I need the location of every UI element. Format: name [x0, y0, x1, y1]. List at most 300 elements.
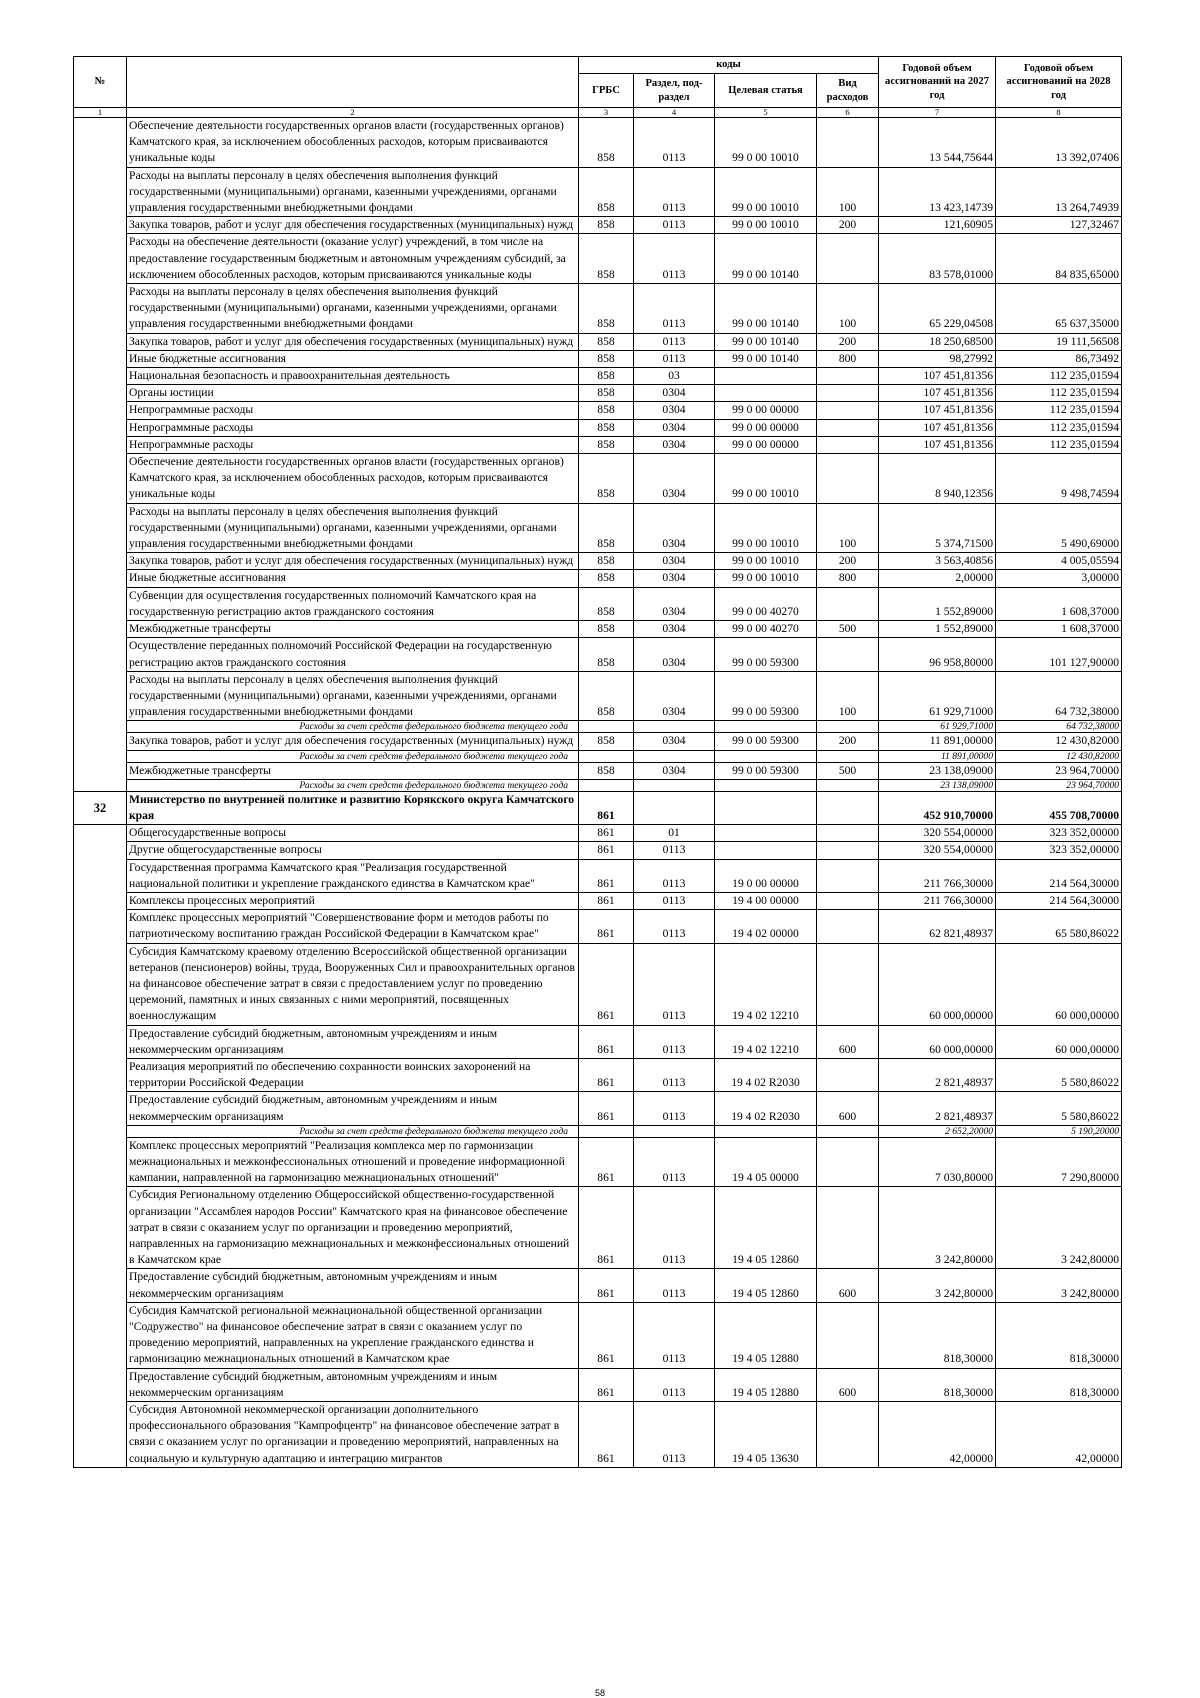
amount-2028: 86,73492: [996, 350, 1122, 367]
grbs-cell: 861: [579, 1025, 634, 1058]
grbs-cell: 858: [579, 503, 634, 553]
target-cell: 99 0 00 59300: [715, 638, 817, 671]
table-row: [74, 638, 1122, 671]
amount-2028: 23 964,70000: [996, 779, 1122, 791]
amount-2027: 2,00000: [879, 570, 996, 587]
exptype-cell: 200: [817, 217, 879, 234]
exptype-cell: [817, 587, 879, 620]
table-row: [74, 842, 1122, 859]
target-cell: 99 0 00 10140: [715, 350, 817, 367]
row-name: Комплекс процессных мероприятий "Совершенствование форм и методов работы по патриотическому воспитанию граждан Российской Федерации в Камчатском крае": [127, 910, 579, 943]
table-row: [74, 553, 1122, 570]
exptype-cell: 600: [817, 1025, 879, 1058]
target-cell: 99 0 00 10010: [715, 570, 817, 587]
section-cell: 0113: [634, 1302, 715, 1368]
amount-2027: 96 958,80000: [879, 638, 996, 671]
exptype-cell: 200: [817, 333, 879, 350]
amount-2028: 101 127,90000: [996, 638, 1122, 671]
table-row: [74, 234, 1122, 284]
row-name: Обеспечение деятельности государственных органов власти (государственных органов) Камчатского края, за исключением обособленных расходов, которым присваиваются уникальные коды: [127, 454, 579, 504]
grbs-cell: 861: [579, 1368, 634, 1401]
table-row: [74, 1269, 1122, 1302]
amount-2027: 107 451,81356: [879, 385, 996, 402]
grbs-cell: 861: [579, 1269, 634, 1302]
amount-2027: 11 891,00000: [879, 750, 996, 762]
row-name: Межбюджетные трансферты: [127, 762, 579, 779]
section-cell: 0113: [634, 1092, 715, 1125]
target-cell: 19 4 05 12880: [715, 1302, 817, 1368]
amount-2027: 62 821,48937: [879, 910, 996, 943]
amount-2028: 112 235,01594: [996, 368, 1122, 385]
exptype-cell: [817, 1125, 879, 1137]
section-cell: 0113: [634, 1058, 715, 1091]
grbs-cell: 858: [579, 553, 634, 570]
section-cell: 0304: [634, 587, 715, 620]
amount-2028: 5 490,69000: [996, 503, 1122, 553]
amount-2027: 818,30000: [879, 1302, 996, 1368]
table-row: [74, 1302, 1122, 1368]
table-row: [74, 402, 1122, 419]
grbs-cell: 858: [579, 570, 634, 587]
amount-2027: 13 423,14739: [879, 167, 996, 217]
row-name: Осуществление переданных полномочий Российской Федерации на государственную регистрацию актов гражданского состояния: [127, 638, 579, 671]
amount-2027: 61 929,71000: [879, 721, 996, 733]
grbs-cell: 861: [579, 1187, 634, 1269]
grbs-cell: 858: [579, 419, 634, 436]
table-body: [74, 118, 1122, 1468]
row-name: Закупка товаров, работ и услуг для обеспечения государственных (муниципальных) нужд: [127, 553, 579, 570]
amount-2028: 127,32467: [996, 217, 1122, 234]
amount-2027: 3 563,40856: [879, 553, 996, 570]
section-cell: 0304: [634, 733, 715, 750]
exptype-cell: [817, 454, 879, 504]
section-cell: 0304: [634, 553, 715, 570]
amount-2027: 107 451,81356: [879, 368, 996, 385]
amount-2028: 323 352,00000: [996, 825, 1122, 842]
section-cell: 0113: [634, 1368, 715, 1401]
amount-2028: 60 000,00000: [996, 943, 1122, 1025]
target-cell: 19 0 00 00000: [715, 859, 817, 892]
exptype-cell: 500: [817, 762, 879, 779]
target-cell: 99 0 00 10010: [715, 217, 817, 234]
target-cell: 99 0 00 10010: [715, 503, 817, 553]
table-row: [74, 943, 1122, 1025]
table-row: [74, 454, 1122, 504]
grbs-cell: 861: [579, 1137, 634, 1187]
section-cell: 0304: [634, 454, 715, 504]
target-cell: 99 0 00 10010: [715, 167, 817, 217]
section-cell: [634, 750, 715, 762]
target-cell: 19 4 05 12860: [715, 1269, 817, 1302]
exptype-cell: [817, 1302, 879, 1368]
row-name: Субсидия Камчатскому краевому отделению Всероссийской общественной организации ветеранов (пенсионеров) войны, труда, Вооруженных Сил и правоохранительных органов на финансовое обеспечение затрат в связи с предоставлением услуг по проведению церемоний, памятных и иных связанных с ними мероприятий, посвященных военнослужащим: [127, 943, 579, 1025]
grbs-cell: 858: [579, 350, 634, 367]
target-cell: [715, 842, 817, 859]
grbs-cell: 861: [579, 791, 634, 824]
amount-2027: 61 929,71000: [879, 671, 996, 721]
amount-2027: 3 242,80000: [879, 1187, 996, 1269]
grbs-cell: 858: [579, 733, 634, 750]
grbs-cell: 858: [579, 587, 634, 620]
exptype-cell: [817, 750, 879, 762]
exptype-cell: [817, 825, 879, 842]
amount-2027: 83 578,01000: [879, 234, 996, 284]
section-cell: 0304: [634, 671, 715, 721]
amount-2028: 12 430,82000: [996, 733, 1122, 750]
table-header: [74, 57, 1122, 118]
amount-2027: 42,00000: [879, 1402, 996, 1468]
target-cell: [715, 368, 817, 385]
table-row: [74, 436, 1122, 453]
amount-2027: 3 242,80000: [879, 1269, 996, 1302]
section-cell: 0304: [634, 402, 715, 419]
row-name: Предоставление субсидий бюджетным, автономным учреждениям и иным некоммерческим организациям: [127, 1025, 579, 1058]
section-cell: 0113: [634, 333, 715, 350]
amount-2028: 64 732,38000: [996, 671, 1122, 721]
exptype-cell: 200: [817, 553, 879, 570]
row-name: Непрограммные расходы: [127, 419, 579, 436]
section-cell: [634, 1125, 715, 1137]
exptype-cell: [817, 368, 879, 385]
section-cell: 0304: [634, 385, 715, 402]
section-cell: 0113: [634, 167, 715, 217]
amount-2028: 84 835,65000: [996, 234, 1122, 284]
row-name: Межбюджетные трансферты: [127, 621, 579, 638]
section-cell: [634, 779, 715, 791]
grbs-cell: 858: [579, 638, 634, 671]
amount-2027: 107 451,81356: [879, 419, 996, 436]
amount-2028: 13 264,74939: [996, 167, 1122, 217]
grbs-cell: 861: [579, 859, 634, 892]
table-row: [74, 1058, 1122, 1091]
grbs-cell: 861: [579, 1402, 634, 1468]
grbs-cell: 858: [579, 368, 634, 385]
col-header-num: №: [74, 57, 127, 108]
target-cell: 19 4 02 12210: [715, 1025, 817, 1058]
section-cell: 0113: [634, 118, 715, 168]
grbs-cell: 858: [579, 436, 634, 453]
target-cell: 99 0 00 10140: [715, 284, 817, 334]
exptype-cell: 100: [817, 284, 879, 334]
target-cell: [715, 825, 817, 842]
col-header-exptype: Вид расходов: [817, 74, 879, 108]
amount-2027: 18 250,68500: [879, 333, 996, 350]
section-cell: 0304: [634, 436, 715, 453]
row-name: Комплекс процессных мероприятий "Реализация комплекса мер по гармонизации межнациональных и межконфессиональных отношений и проведение информационной кампании, направленной на гармонизацию межнациональных отношений": [127, 1137, 579, 1187]
exptype-cell: 100: [817, 671, 879, 721]
grbs-cell: [579, 1125, 634, 1137]
col-header-2027: Годовой объем ассигнований на 2027 год: [879, 57, 996, 108]
exptype-cell: 100: [817, 167, 879, 217]
exptype-cell: 500: [817, 621, 879, 638]
col-header-2028: Годовой объем ассигнований на 2028 год: [996, 57, 1122, 108]
table-row: [74, 1137, 1122, 1187]
row-number-cell: 32: [74, 791, 127, 824]
amount-2028: 60 000,00000: [996, 1025, 1122, 1058]
amount-2027: 7 030,80000: [879, 1137, 996, 1187]
grbs-cell: 861: [579, 910, 634, 943]
row-number-cell: [74, 118, 127, 792]
exptype-cell: [817, 638, 879, 671]
grbs-cell: 858: [579, 671, 634, 721]
amount-2028: 23 964,70000: [996, 762, 1122, 779]
row-name: Другие общегосударственные вопросы: [127, 842, 579, 859]
section-cell: 0304: [634, 570, 715, 587]
amount-2028: 65 637,35000: [996, 284, 1122, 334]
subtotal-row: [74, 750, 1122, 762]
grbs-cell: 858: [579, 167, 634, 217]
row-name: Закупка товаров, работ и услуг для обеспечения государственных (муниципальных) нужд: [127, 333, 579, 350]
section-cell: [634, 721, 715, 733]
exptype-cell: 800: [817, 350, 879, 367]
column-number: 3: [579, 108, 634, 118]
table-row: [74, 217, 1122, 234]
amount-2027: 60 000,00000: [879, 1025, 996, 1058]
section-cell: 0113: [634, 284, 715, 334]
exptype-cell: [817, 402, 879, 419]
section-cell: [634, 791, 715, 824]
column-number: 7: [879, 108, 996, 118]
col-header-codes: коды: [579, 57, 879, 74]
amount-2028: 42,00000: [996, 1402, 1122, 1468]
col-header-target: Целевая статья: [715, 74, 817, 108]
table-row: [74, 1025, 1122, 1058]
target-cell: 99 0 00 00000: [715, 419, 817, 436]
table-row: [74, 791, 1122, 824]
table-row: [74, 284, 1122, 334]
target-cell: 99 0 00 00000: [715, 436, 817, 453]
exptype-cell: [817, 721, 879, 733]
exptype-cell: [817, 892, 879, 909]
amount-2028: 64 732,38000: [996, 721, 1122, 733]
exptype-cell: [817, 1402, 879, 1468]
exptype-cell: [817, 385, 879, 402]
table-row: [74, 1368, 1122, 1401]
section-cell: 01: [634, 825, 715, 842]
amount-2028: 214 564,30000: [996, 892, 1122, 909]
column-number: 4: [634, 108, 715, 118]
exptype-cell: 100: [817, 503, 879, 553]
grbs-cell: 861: [579, 1058, 634, 1091]
amount-2028: 455 708,70000: [996, 791, 1122, 824]
table-row: [74, 733, 1122, 750]
section-cell: 0113: [634, 1137, 715, 1187]
amount-2028: 12 430,82000: [996, 750, 1122, 762]
amount-2027: 65 229,04508: [879, 284, 996, 334]
exptype-cell: [817, 1187, 879, 1269]
row-name: Реализация мероприятий по обеспечению сохранности воинских захоронений на территории Российской Федерации: [127, 1058, 579, 1091]
section-cell: 03: [634, 368, 715, 385]
target-cell: 99 0 00 10140: [715, 333, 817, 350]
table-row: [74, 892, 1122, 909]
amount-2028: 112 235,01594: [996, 402, 1122, 419]
grbs-cell: 858: [579, 234, 634, 284]
column-number: 2: [127, 108, 579, 118]
grbs-cell: 858: [579, 621, 634, 638]
amount-2028: 5 190,20000: [996, 1125, 1122, 1137]
amount-2028: 3,00000: [996, 570, 1122, 587]
row-name: Государственная программа Камчатского края "Реализация государственной национальной политики и укрепление гражданского единства в Камчатском крае": [127, 859, 579, 892]
row-name: Субвенции для осуществления государственных полномочий Камчатского края на государственную регистрацию актов гражданского состояния: [127, 587, 579, 620]
amount-2027: 13 544,75644: [879, 118, 996, 168]
grbs-cell: [579, 750, 634, 762]
amount-2028: 112 235,01594: [996, 385, 1122, 402]
amount-2027: 211 766,30000: [879, 892, 996, 909]
row-name: Предоставление субсидий бюджетным, автономным учреждениям и иным некоммерческим организациям: [127, 1368, 579, 1401]
row-name: Национальная безопасность и правоохранительная деятельность: [127, 368, 579, 385]
target-cell: 99 0 00 10010: [715, 118, 817, 168]
section-cell: 0113: [634, 1025, 715, 1058]
target-cell: 19 4 05 12860: [715, 1187, 817, 1269]
section-cell: 0113: [634, 1269, 715, 1302]
amount-2027: 1 552,89000: [879, 587, 996, 620]
amount-2028: 112 235,01594: [996, 436, 1122, 453]
row-name: Непрограммные расходы: [127, 402, 579, 419]
amount-2028: 214 564,30000: [996, 859, 1122, 892]
section-cell: 0304: [634, 503, 715, 553]
amount-2027: 60 000,00000: [879, 943, 996, 1025]
table-row: [74, 671, 1122, 721]
col-header-name: [127, 57, 579, 108]
column-number-row: [74, 108, 1122, 118]
exptype-cell: 600: [817, 1092, 879, 1125]
exptype-cell: [817, 943, 879, 1025]
target-cell: 19 4 02 00000: [715, 910, 817, 943]
grbs-cell: 861: [579, 943, 634, 1025]
section-cell: 0113: [634, 892, 715, 909]
table-row: [74, 385, 1122, 402]
section-cell: 0113: [634, 217, 715, 234]
target-cell: [715, 385, 817, 402]
table-row: [74, 910, 1122, 943]
amount-2028: 818,30000: [996, 1302, 1122, 1368]
amount-2027: 320 554,00000: [879, 842, 996, 859]
exptype-cell: [817, 118, 879, 168]
grbs-cell: 861: [579, 1092, 634, 1125]
amount-2027: 2 821,48937: [879, 1058, 996, 1091]
row-name: Обеспечение деятельности государственных органов власти (государственных органов) Камчатского края, за исключением обособленных расходов, которым присваиваются уникальные коды: [127, 118, 579, 168]
row-name: Иные бюджетные ассигнования: [127, 570, 579, 587]
amount-2028: 5 580,86022: [996, 1092, 1122, 1125]
exptype-cell: [817, 779, 879, 791]
target-cell: 19 4 02 R2030: [715, 1058, 817, 1091]
grbs-cell: 858: [579, 284, 634, 334]
section-cell: 0113: [634, 1402, 715, 1468]
amount-2027: 818,30000: [879, 1368, 996, 1401]
target-cell: [715, 750, 817, 762]
grbs-cell: 858: [579, 217, 634, 234]
amount-2028: 818,30000: [996, 1368, 1122, 1401]
exptype-cell: 800: [817, 570, 879, 587]
section-cell: 0113: [634, 350, 715, 367]
grbs-cell: [579, 779, 634, 791]
exptype-cell: [817, 791, 879, 824]
column-number: 8: [996, 108, 1122, 118]
row-name: Общегосударственные вопросы: [127, 825, 579, 842]
amount-2027: 8 940,12356: [879, 454, 996, 504]
table-row: [74, 118, 1122, 168]
amount-2028: 9 498,74594: [996, 454, 1122, 504]
row-name: Иные бюджетные ассигнования: [127, 350, 579, 367]
column-number: 5: [715, 108, 817, 118]
section-cell: 0304: [634, 419, 715, 436]
amount-2027: 1 552,89000: [879, 621, 996, 638]
row-name: Министерство по внутренней политике и развитию Корякского округа Камчатского края: [127, 791, 579, 824]
grbs-cell: 861: [579, 1302, 634, 1368]
table-row: [74, 859, 1122, 892]
table-row: [74, 570, 1122, 587]
target-cell: 19 4 02 12210: [715, 943, 817, 1025]
target-cell: [715, 779, 817, 791]
table-row: [74, 762, 1122, 779]
amount-2027: 2 821,48937: [879, 1092, 996, 1125]
amount-2027: 320 554,00000: [879, 825, 996, 842]
grbs-cell: 861: [579, 892, 634, 909]
section-cell: 0304: [634, 638, 715, 671]
target-cell: 99 0 00 59300: [715, 671, 817, 721]
amount-2027: 2 652,20000: [879, 1125, 996, 1137]
row-name: Расходы на обеспечение деятельности (оказание услуг) учреждений, в том числе на предоставление государственным бюджетным и автономным учреждениям субсидий, за исключением обособленных расходов, которым присваиваются уникальные коды: [127, 234, 579, 284]
grbs-cell: 858: [579, 402, 634, 419]
exptype-cell: [817, 842, 879, 859]
section-cell: 0113: [634, 943, 715, 1025]
exptype-cell: [817, 436, 879, 453]
exptype-cell: [817, 910, 879, 943]
table-row: [74, 503, 1122, 553]
target-cell: 19 4 05 00000: [715, 1137, 817, 1187]
section-cell: 0304: [634, 762, 715, 779]
row-name: Закупка товаров, работ и услуг для обеспечения государственных (муниципальных) нужд: [127, 733, 579, 750]
section-cell: 0113: [634, 234, 715, 284]
target-cell: 99 0 00 10010: [715, 553, 817, 570]
row-name: Расходы за счет средств федерального бюджета текущего года: [127, 1125, 579, 1137]
grbs-cell: 858: [579, 118, 634, 168]
exptype-cell: 600: [817, 1269, 879, 1302]
col-header-grbs: ГРБС: [579, 74, 634, 108]
row-name: Субсидия Автономной некоммерческой организации дополнительного профессионального образования "Кампрофцентр" на финансовое обеспечение затрат в связи с оказанием услуг по организации и проведению мероприятий, направленных на социальную и культурную адаптацию и интеграцию мигрантов: [127, 1402, 579, 1468]
row-name: Субсидия Региональному отделению Общероссийской общественно-государственной организации "Ассамблея народов России" Камчатского края на финансовое обеспечение затрат в связи с оказанием услуг по организации и проведению мероприятий, направленных на гармонизацию межнациональных и межконфессиональных отношений в Камчатском крае: [127, 1187, 579, 1269]
target-cell: 19 4 00 00000: [715, 892, 817, 909]
col-header-section: Раздел, под-раздел: [634, 74, 715, 108]
amount-2027: 211 766,30000: [879, 859, 996, 892]
row-name: Предоставление субсидий бюджетным, автономным учреждениям и иным некоммерческим организациям: [127, 1269, 579, 1302]
grbs-cell: 858: [579, 762, 634, 779]
exptype-cell: [817, 234, 879, 284]
amount-2028: 65 580,86022: [996, 910, 1122, 943]
target-cell: 19 4 05 13630: [715, 1402, 817, 1468]
grbs-cell: 861: [579, 825, 634, 842]
target-cell: 99 0 00 59300: [715, 733, 817, 750]
exptype-cell: 600: [817, 1368, 879, 1401]
amount-2027: 452 910,70000: [879, 791, 996, 824]
row-name: Закупка товаров, работ и услуг для обеспечения государственных (муниципальных) нужд: [127, 217, 579, 234]
section-cell: 0113: [634, 1187, 715, 1269]
section-cell: 0113: [634, 859, 715, 892]
row-name: Расходы за счет средств федерального бюджета текущего года: [127, 750, 579, 762]
grbs-cell: 858: [579, 385, 634, 402]
row-name: Предоставление субсидий бюджетным, автономным учреждениям и иным некоммерческим организациям: [127, 1092, 579, 1125]
amount-2028: 323 352,00000: [996, 842, 1122, 859]
target-cell: 99 0 00 10140: [715, 234, 817, 284]
row-name: Комплексы процессных мероприятий: [127, 892, 579, 909]
target-cell: 99 0 00 40270: [715, 587, 817, 620]
target-cell: [715, 791, 817, 824]
amount-2027: 23 138,09000: [879, 762, 996, 779]
budget-table: [73, 56, 1122, 1468]
table-row: [74, 419, 1122, 436]
target-cell: 99 0 00 40270: [715, 621, 817, 638]
row-number-cell: [74, 825, 127, 1468]
